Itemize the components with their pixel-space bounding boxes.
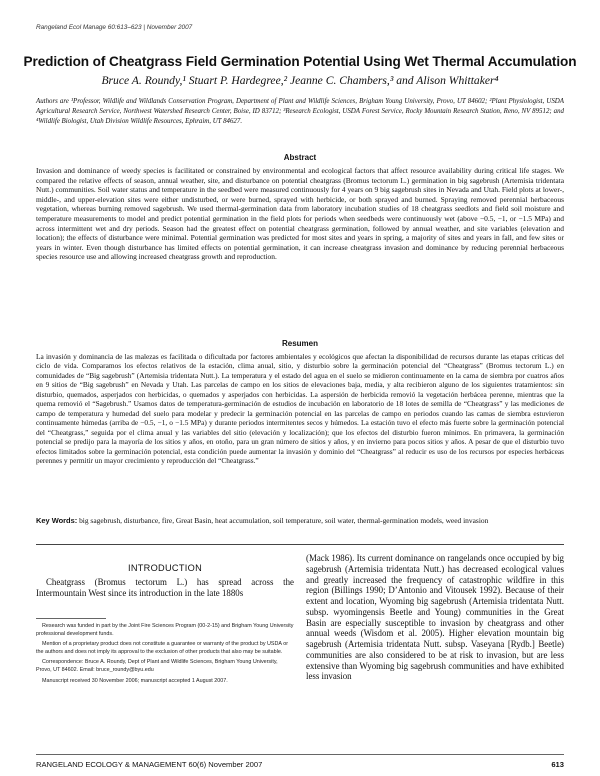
footer-journal: RANGELAND ECOLOGY & MANAGEMENT 60(6) November 2007	[36, 760, 263, 769]
footer-divider	[36, 754, 564, 755]
right-column-text: (Mack 1986). Its current dominance on rangelands once occupied by big sagebrush (Artemisia tridentata Nutt.) has decreased ecological values and greatly increased the frequency of catastrophic wildfire in this region (Billings 1990; D’Antonio and Vitousek 1992). Because of their extent and location, Wyoming big sagebrush (Artemisia tridentata Nutt. subsp. wyomingensis Beetle and Young) communities in the Great Basin are especially susceptible to invasion by cheatgrass and other annual weeds (Wisdom et al. 2005). Higher elevation mountain big sagebrush (Artemisia tridentata Nutt. subsp. Vaseyana [Rydb.] Beetle) communities are also considered to be at risk to invasion, but are less extensive than Wyoming big sagebrush communities and have exhibited less invasion	[306, 553, 564, 682]
author-affiliations: Authors are ¹Professor, Wildlife and Wildlands Conservation Program, Department of Plant and Wildlife Sciences, Brigham Young University, Provo, UT 84602; ²Plant Physiologist, USDA Agricultural Research Service, Northwest Watershed Research Center, Boise, ID 83712; ³Research Ecologist, USDA Forest Service, Rocky Mountain Research Station, Reno, NV 89512; and ⁴Wildlife Biologist, Utah Division Wildlife Resources, Ephraim, UT 84627.	[36, 98, 564, 126]
resumen-text: La invasión y dominancia de las malezas es facilitada o dificultada por factores ambientales y ecológicos que afectan la disponibilidad de recursos durante las etapas críticas del ciclo de vida. Comparamos los efectos relativos de la estación, clima anual, sitio, y disturbio sobre la germinación potencial del “Cheatgrass” (Bromus tectorum L.) en comunidades de “Big sagebrush” (Artemisia tridentata Nutt.). La temperatura y el estado del agua en el suelo se midieron continuamente en la cama de siembra por cuatros años en 9 sitios de “Big sagebrush” en Nevada y Utah. Las parcelas de campo en los sitios de elevaciones baja, media, y alta recibieron alguno de los siguientes tratamientos: sin disturbio, quemados, asperjados con herbicidas, o quemados y asperjados con herbicidas. La aspersión de herbicida removió la vegetación herbácea perenne, mientras que la quema removió el “Sagebrush.” Usamos datos de temperatura-germinación de estudios de incubación en laboratorio de 18 lotes de semilla de “Cheatgrass” y las mediciones de campo de temperatura y humedad del suelo para modelar y predecir la germinación potencial en las parcelas de campo en periodos cuando las camas de siembra estuvieron continuamente húmedas (arriba de −0.5, −1, o −1.5 MPa) y durante periodos intermitentes secos y húmedos. La estación tuvo el efecto más fuerte sobre la germinación potencial del “Cheatgrass,” seguida por el clima anual y las variables del sitio (elevación y localización); que los efectos del disturbio fueron mínimos. En primavera, la germinación potencial se predijo para la mayoría de los sitios y años, en otoño, para un gran número de sitios y años, y en invierno para pocos sitios y años. A pesar de que el disturbio tuvo efectos limitados sobre la germinación potencial, esta condición puede aumentar la invasión y dominio del “Cheatgrass” al reducir es uso de los recursos por especies herbáceas perennes y permitir un mayor crecimiento y reproducción del “Cheatgrass.”	[36, 352, 564, 465]
section-divider	[36, 544, 564, 545]
abstract-heading: Abstract	[283, 153, 317, 162]
article-title: Prediction of Cheatgrass Field Germination Potential Using Wet Thermal Accumulation	[23, 54, 577, 69]
footnote-divider	[36, 618, 106, 619]
author-list: Bruce A. Roundy,¹ Stuart P. Hardegree,² Jeanne C. Chambers,³ and Alison Whittaker⁴	[101, 74, 499, 87]
introduction-text: Cheatgrass (Bromus tectorum L.) has spread across the Intermountain West since its introduction in the late 1880s	[36, 577, 294, 598]
introduction-heading: INTRODUCTION	[127, 563, 203, 573]
footnote-disclaimer: Mention of a proprietary product does not constitute a guarantee or warranty of the product by USDA or the authors and does not imply its approval to the exclusion of other products that also may be suitable.	[36, 641, 289, 656]
footnotes	[36, 622, 294, 687]
footnote-funding: Research was funded in part by the Joint Fire Sciences Program (00-2-15) and Brigham Young University professional development funds.	[36, 623, 294, 637]
footnote-correspondence: Correspondence: Bruce A. Roundy, Dept of Plant and Wildlife Sciences, Brigham Young University, Provo, UT 84602. Email: bruce_roundy@byu.edu	[36, 659, 278, 674]
resumen-heading: Resumen	[281, 339, 318, 348]
footnote-manuscript-dates: Manuscript received 30 November 2006; manuscript accepted 1 August 2007.	[42, 677, 228, 684]
running-head: Rangeland Ecol Manage 60:613–623 | November 2007	[36, 24, 193, 31]
page-number: 613	[551, 760, 564, 769]
abstract-text: Invasion and dominance of weedy species is facilitated or constrained by environmental and ecological factors that affect resource availability during critical life stages. We compared the relative effects of season, annual weather, site, and disturbance on potential cheatgrass (Bromus tectorum L.) germination in big sagebrush (Artemisia tridentata Nutt.) communities. Soil water status and temperature in the seedbed were measured continuously for 4 years on 9 big sagebrush sites in Nevada and Utah. Field plots at lower-, middle-, and upper-elevation sites were either undisturbed, or were burned, sprayed with herbicide, or both sprayed and burned. Spraying removed perennial herbaceous vegetation, whereas burning removed sagebrush. We used thermal-germination data from laboratory incubation studies of 18 cheatgrass seedlots and field soil moisture and temperature measurements to model and predict potential germination in the field plots for periods when seedbeds were continuously wet (above −0.5, −1, or −1.5 MPa) and across intermittent wet and dry periods. Season had the greatest effect on potential cheatgrass germination, followed by annual weather, and site variables (elevation and location); the effects of disturbance were minimal. Potential germination was predicted for most sites and years in spring, a majority of sites and years in fall, and few sites or years in winter. Even though disturbance has limited effects on potential germination, it can increase cheatgrass invasion and dominance by reducing perennial herbaceous species resource use and allowing increased cheatgrass growth and reproduction.	[36, 166, 564, 262]
keywords-text: big sagebrush, disturbance, fire, Great Basin, heat accumulation, soil temperature, soil water, thermal-germination models, weed invasion	[79, 516, 489, 525]
keywords-label: Key Words:	[36, 516, 78, 525]
keywords	[36, 516, 564, 526]
